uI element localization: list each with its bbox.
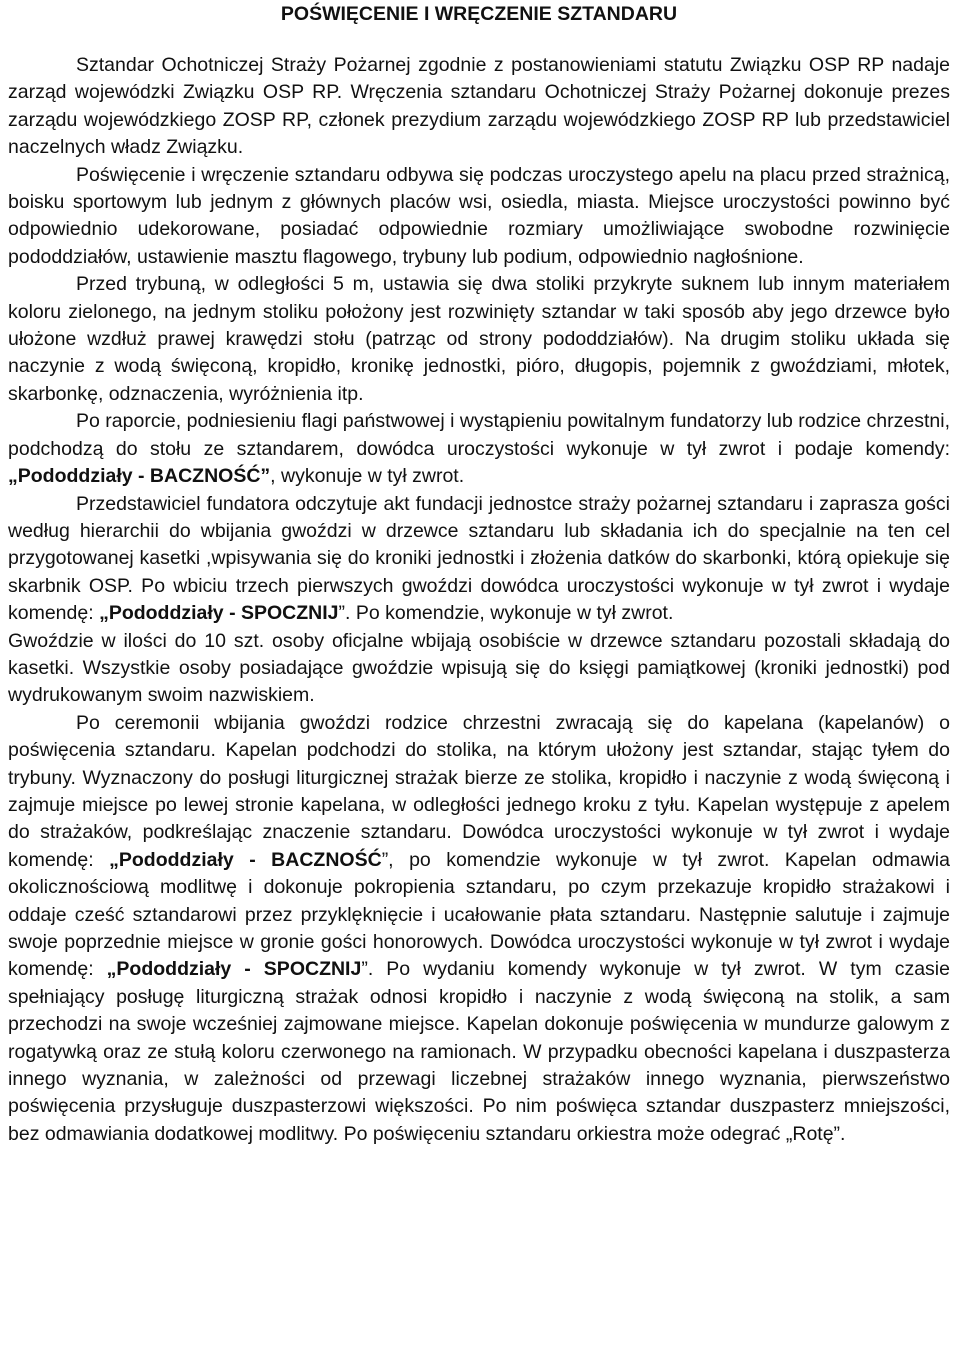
paragraph-4-tail: , wykonuje w tył zwrot. xyxy=(270,465,465,488)
paragraph-7-middle: ”, po komendzie wykonuje w tył zwrot. Kapelan odmawia okolicznościową modlitwę i dokonuje pokropienia sztandaru, po czym przekazuje kropidło strażakowi i oddaje cześć sztandarowi przez przyklęknięcie i ucałowanie płata sztandaru. Następnie salutuje i zajmuje swoje poprzednie miejsce w gronie gości honorowych. Dowódca uroczystości wykonuje w tył zwrot i wydaje komendę: xyxy=(8,848,950,981)
paragraph-4 xyxy=(8,408,950,490)
paragraph-4-text: Po raporcie, podniesieniu flagi państwowej i wystąpieniu powitalnym fundatorzy lub rodzice chrzestni, podchodzą do stołu ze sztandarem, dowódca uroczystości wykonuje w tył zwrot i podaje komendy: xyxy=(8,410,950,460)
paragraph-7 xyxy=(8,710,950,1149)
document-title: POŚWIĘCENIE I WRĘCZENIE SZTANDARU xyxy=(280,3,678,25)
paragraph-5 xyxy=(8,491,950,628)
paragraph-1: Sztandar Ochotniczej Straży Pożarnej zgodnie z postanowieniami statutu Związku OSP RP nadaje zarząd wojewódzki Związku OSP RP. Wręczenia sztandaru Ochotniczej Straży Pożarnej dokonuje prezes zarządu wojewódzkiego ZOSP RP, członek prezydium zarządu wojewódzkiego ZOSP RP lub przedstawiciel naczelnych władz Związku. xyxy=(8,54,950,159)
command-spocznij-2: „Pododdziały - SPOCZNIJ xyxy=(106,958,362,981)
paragraph-7-text: Po ceremonii wbijania gwoździ rodzice chrzestni zwracają się do kapelana (kapelanów) o poświęcenia sztandaru. Kapelan podchodzi do stolika, na którym ułożony jest sztandar, stając tyłem do trybuny. Wyznaczony do posługi liturgicznej strażak bierze ze stolika, kropidło i naczynie z wodą święconą i zajmuje miejsce po lewej stronie kapelana, w odległości jednego kroku z tyłu. Kapelan występuje z apelem do strażaków, podkreślając znaczenie sztandaru. Dowódca uroczystości wykonuje w tył zwrot i wydaje komendę: xyxy=(8,711,950,871)
paragraph-3: Przed trybuną, w odległości 5 m, ustawia się dwa stoliki przykryte suknem lub innym materiałem koloru zielonego, na jednym stoliku położony jest rozwinięty sztandar w taki sposób aby jego drzewce było ułożone wzdłuż prawej krawędzi stołu (patrząc od strony pododdziałów). Na drugim stoliku układa się naczynie z wodą święconą, kropidło, kronikę jednostki, pióro, długopis, pojemnik z gwoździami, młotek, skarbonkę, odznaczenia, wyróżnienia itp. xyxy=(8,273,950,405)
command-bacznosc-2: „Pododdziały - BACZNOŚĆ xyxy=(109,848,382,871)
paragraph-6: Gwoździe w ilości do 10 szt. osoby oficjalne wbijają osobiście w drzewce sztandaru pozostali składają do kasetki. Wszystkie osoby posiadające gwoździe wpisują się do księgi pamiątkowej (kroniki jednostki) pod wydrukowanym swoim nazwiskiem. xyxy=(8,629,950,707)
paragraph-7-tail: ”. Po wydaniu komendy wykonuje w tył zwrot. W tym czasie spełniający posługę liturgiczną strażak odnosi kropidło i naczynie z wodą święconą na stolik, a sam przechodzi na swoje wcześniej zajmowane miejsce. Kapelan dokonuje poświęcenia w mundurze galowym z rogatywką oraz ze stułą koloru czerwonego na ramionach. W przypadku obecności kapelana i duszpasterza innego wyznania, w zależności od przewagi liczebnej strażaków innego wyznania, pierwszeństwo poświęcenia przysługuje duszpasterzowi większości. Po nim poświęca sztandar duszpasterz mniejszości, bez odmawiania dodatkowej modlitwy. Po poświęceniu sztandaru orkiestra może odegrać „Rotę”. xyxy=(8,958,950,1145)
command-bacznosc: „Pododdziały - BACZNOŚĆ” xyxy=(8,465,271,488)
paragraph-2: Poświęcenie i wręczenie sztandaru odbywa się podczas uroczystego apelu na placu przed strażnicą, boisku sportowym lub jednym z głównych placów wsi, osiedla, miasta. Miejsce uroczystości powinno być odpowiednio udekorowane, posiadać odpowiednie rozmiary umożliwiające swobodne rozwinięcie pododdziałów, ustawienie masztu flagowego, trybuny lub podium, odpowiednio nagłośnione. xyxy=(8,163,950,268)
command-spocznij: „Pododdziały - SPOCZNIJ xyxy=(99,602,339,625)
paragraph-5-text: Przedstawiciel fundatora odczytuje akt fundacji jednostce straży pożarnej sztandaru i zaprasza gości według hierarchii do wbijania gwoździ w drzewce sztandaru lub składania ich do specjalnie na ten cel przygotowanej kasetki ,wpisywania się do kroniki jednostki i złożenia datków do skarbonki, którą opiekuje się skarbnik OSP. Po wbiciu trzech pierwszych gwoździ dowódca uroczystości wykonuje w tył zwrot i wydaje komendę: xyxy=(8,492,950,625)
paragraph-5-tail: ”. Po komendzie, wykonuje w tył zwrot. xyxy=(338,602,674,625)
